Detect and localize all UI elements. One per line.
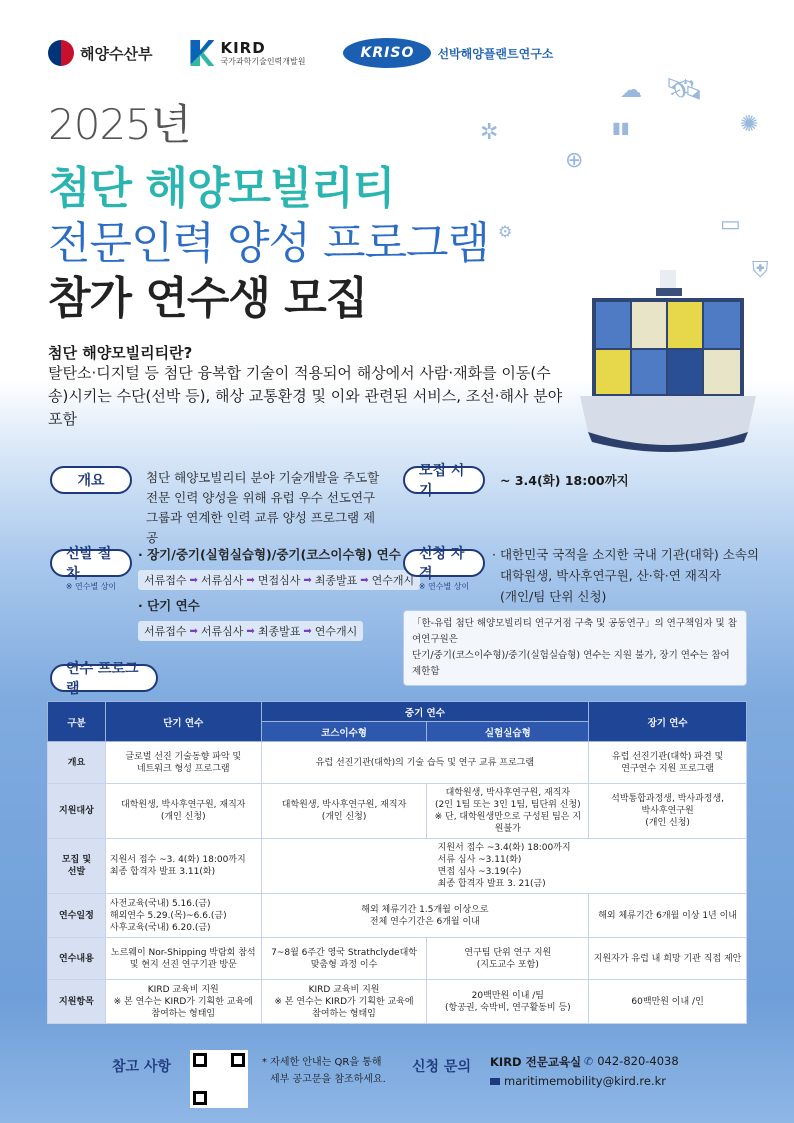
- header-mid: 중기 연수: [261, 702, 589, 722]
- eligibility-notice-line-2: 단기/중기(코스이수형)/중기(실험실습형) 연수는 지원 불가, 장기 연수는 참여 제한함: [412, 650, 730, 677]
- kriso-name: 선박해양플랜트연구소: [437, 46, 554, 61]
- network-icon: ✲: [480, 120, 499, 145]
- cell-overview-short: 글로벌 선진 기술동향 파악 및 네트워크 형성 프로그램: [105, 742, 261, 784]
- mid-step: 서류심사: [200, 574, 244, 587]
- contact-org: KIRD 전문교육실: [490, 1055, 582, 1069]
- row-label-target: 지원대상: [48, 784, 106, 839]
- intro-question: 첨단 해양모빌리티란?: [48, 344, 193, 362]
- lightbulb-icon: ✺: [740, 112, 759, 137]
- cell-overview-mid: 유럽 선진기관(대학)의 기술 습득 및 연구 교류 프로그램: [261, 742, 589, 784]
- cloud-icon: ☁: [620, 78, 642, 103]
- overview-tag: 개요: [50, 466, 132, 494]
- phone-number: 042-820-4038: [597, 1054, 679, 1068]
- cell-target-long: 석박통합과정생, 박사과정생, 박사후연구원 (개인 신청): [589, 784, 747, 839]
- kird-subname: 국가과학기술인력개발원: [220, 56, 306, 66]
- table-row: [48, 784, 747, 839]
- bar-chart-icon: ▮▮: [612, 118, 630, 137]
- mid-step: 서류접수: [144, 574, 187, 587]
- cell-target-short: 대학원생, 박사후연구원, 재직자 (개인 신청): [105, 784, 261, 839]
- satellite-icon: 🛰: [665, 72, 704, 107]
- row-label-recruit: 모집 및 선발: [48, 839, 106, 894]
- qr-code[interactable]: [190, 1050, 248, 1108]
- cell-content-lab: 연구팀 단위 연구 지원 (지도교수 포함): [427, 938, 589, 980]
- selection-short-title: · 단기 연수: [138, 598, 200, 613]
- mof-emblem-icon: [48, 40, 74, 66]
- antenna-icon: ⊕: [565, 148, 584, 173]
- reference-text-2: 세부 공고문을 참조하세요.: [270, 1074, 386, 1085]
- eligibility-block: [403, 543, 485, 592]
- cell-schedule-long: 해외 체류기간 6개월 이상 1년 이내: [589, 894, 747, 938]
- mof-logo: [48, 40, 152, 66]
- contact-label: 신청 문의: [412, 1059, 471, 1075]
- eligibility-text-1: · 대한민국 국적을 소지한 국내 기관(대학) 소속의: [492, 547, 759, 562]
- short-step: 연수개시: [314, 625, 358, 638]
- laptop-icon: ▭: [720, 212, 741, 237]
- contact-email[interactable]: [490, 1074, 666, 1088]
- gear-icon: ⚙: [498, 222, 513, 241]
- cell-content-short: 노르웨이 Nor-Shipping 박람회 참석 및 현지 선진 연구기관 방문: [105, 938, 261, 980]
- intro-text: 탈탄소·디지털 등 첨단 융복합 기술이 적용되어 해상에서 사람·재화를 이동(수송)시키는 수단(선박 등), 해상 교통환경 및 이와 관련된 서비스, 조선·해사 분야 포함: [48, 364, 563, 428]
- arrow-right-icon: ➡: [303, 574, 312, 586]
- year-title: 2025년: [48, 100, 191, 149]
- reference-text-1: * 자세한 안내는 QR을 통해: [262, 1057, 382, 1068]
- cell-content-long: 지원자가 유럽 내 희망 기관 직접 제안: [589, 938, 747, 980]
- selection-tag: 선발 절차: [50, 549, 132, 577]
- eligibility-note: ※ 연수별 상이: [418, 582, 470, 591]
- selection-block: [50, 543, 132, 592]
- program-table: [47, 701, 747, 1024]
- header-long: 장기 연수: [589, 702, 747, 742]
- header-type: 구분: [48, 702, 106, 742]
- arrow-right-icon: ➡: [360, 574, 369, 586]
- reference-text: [262, 1054, 386, 1088]
- kird-emblem-icon: [190, 40, 214, 66]
- row-label-overview: 개요: [48, 742, 106, 784]
- arrow-right-icon: ➡: [303, 625, 312, 637]
- header-mid-course: 코스이수형: [261, 722, 427, 742]
- kriso-emblem: KRISO: [343, 38, 431, 68]
- cell-support-short: KIRD 교육비 지원 ※ 본 연수는 KIRD가 기획한 교육에 참여하는 형태임: [105, 980, 261, 1024]
- kriso-logo: [343, 38, 553, 68]
- selection-mid-title: · 장기/중기(실험실습형)/중기(코스이수형) 연수: [138, 547, 401, 562]
- title-line-3: 참가 연수생 모집: [48, 273, 368, 324]
- cell-schedule-short: 사전교육(국내) 5.16.(금) 해외연수 5.29.(목)~6.6.(금) 사후교육(국내) 6.20.(금): [105, 894, 261, 938]
- table-row: [48, 980, 747, 1024]
- overview-text: 첨단 해양모빌리티 분야 기술개발을 주도할 전문 인력 양성을 위해 유럽 우수 선도연구그룹과 연계한 인력 교류 양성 프로그램 제공: [146, 470, 380, 545]
- reference-label: 참고 사항: [112, 1059, 171, 1075]
- cell-target-lab: 대학원생, 박사후연구원, 재직자 (2인 1팀 또는 3인 1팀, 팀단위 신청) ※ 단, 대학원생만으로 구성된 팀은 지원불가: [427, 784, 589, 839]
- email-address: maritimemobility@kird.re.kr: [504, 1074, 667, 1088]
- mail-icon: [490, 1078, 500, 1085]
- eligibility-text-3: (개인/팀 단위 신청): [500, 589, 607, 604]
- phone-icon: ✆: [584, 1054, 594, 1068]
- table-row: [48, 938, 747, 980]
- short-step: 최종발표: [257, 625, 301, 638]
- recruit-period-tag: 모집 시기: [403, 466, 485, 494]
- short-step: 서류심사: [200, 625, 244, 638]
- title-line-2: 전문인력 양성 프로그램: [48, 218, 490, 269]
- header-short: 단기 연수: [105, 702, 261, 742]
- cell-schedule-mid: 해외 체류기간 1.5개월 이상으로 전체 연수기간은 6개월 이내: [261, 894, 589, 938]
- container-ship-illustration: [578, 262, 758, 452]
- arrow-right-icon: ➡: [246, 574, 255, 586]
- logo-bar: [48, 38, 553, 68]
- cell-support-long: 60백만원 이내 /인: [589, 980, 747, 1024]
- cell-recruit-short: 지원서 접수 ~3. 4(화) 18:00까지 최종 합격자 발표 3.11(화): [105, 839, 261, 894]
- selection-short-steps: [138, 620, 363, 641]
- cell-content-course: 7~8월 6주간 영국 Strathclyde대학 맞춤형 과정 이수: [261, 938, 427, 980]
- cell-support-course: KIRD 교육비 지원 ※ 본 연수는 KIRD가 기획한 교육에 참여하는 형태임: [261, 980, 427, 1024]
- row-label-content: 연수내용: [48, 938, 106, 980]
- mof-name: 해양수산부: [80, 44, 153, 63]
- table-row: [48, 894, 747, 938]
- cell-recruit-midlong: 지원서 접수 ~3.4(화) 18:00까지 서류 심사 ~3.11(화) 면접 심사 ~3.19(수) 최종 합격자 발표 3. 21(금): [261, 839, 746, 894]
- shield-icon: ⛨: [752, 258, 769, 283]
- mid-step: 면접심사: [257, 574, 301, 587]
- recruit-period-text: ~ 3.4(화) 18:00까지: [500, 473, 629, 488]
- eligibility-tag: 신청 자격: [403, 549, 485, 577]
- cell-support-lab: 20백만원 이내 /팀 (항공권, 숙박비, 연구활동비 등): [427, 980, 589, 1024]
- arrow-right-icon: ➡: [189, 574, 198, 586]
- footer: [0, 1040, 794, 1123]
- eligibility-notice-line-1: 「한-유럽 첨단 해양모빌리티 연구거점 구축 및 공동연구」의 연구책임자 및 참여연구원은: [412, 618, 737, 645]
- table-row: [48, 742, 747, 784]
- selection-note: ※ 연수별 상이: [65, 582, 117, 591]
- row-label-support: 지원항목: [48, 980, 106, 1024]
- row-label-schedule: 연수일정: [48, 894, 106, 938]
- selection-mid-steps: [138, 569, 420, 590]
- arrow-right-icon: ➡: [246, 625, 255, 637]
- kird-logo: [190, 40, 305, 66]
- cell-overview-long: 유럽 선진기관(대학) 파견 및 연구연수 지원 프로그램: [589, 742, 747, 784]
- header-mid-lab: 실험실습형: [427, 722, 589, 742]
- arrow-right-icon: ➡: [189, 625, 198, 637]
- mid-step: 최종발표: [314, 574, 358, 587]
- program-tag: 연수 프로그램: [50, 664, 158, 692]
- table-header-row: [48, 702, 747, 722]
- eligibility-text-2: 대학원생, 박사후연구원, 산·학·연 재직자: [500, 568, 722, 583]
- short-step: 서류접수: [144, 625, 187, 638]
- table-row: [48, 839, 747, 894]
- contact-phone[interactable]: [584, 1054, 679, 1068]
- mid-step: 연수개시: [371, 574, 415, 587]
- kird-name: KIRD: [220, 38, 266, 57]
- eligibility-notice-box: [403, 610, 747, 686]
- title-line-1: 첨단 해양모빌리티: [48, 163, 395, 214]
- cell-target-course: 대학원생, 박사후연구원, 재직자 (개인 신청): [261, 784, 427, 839]
